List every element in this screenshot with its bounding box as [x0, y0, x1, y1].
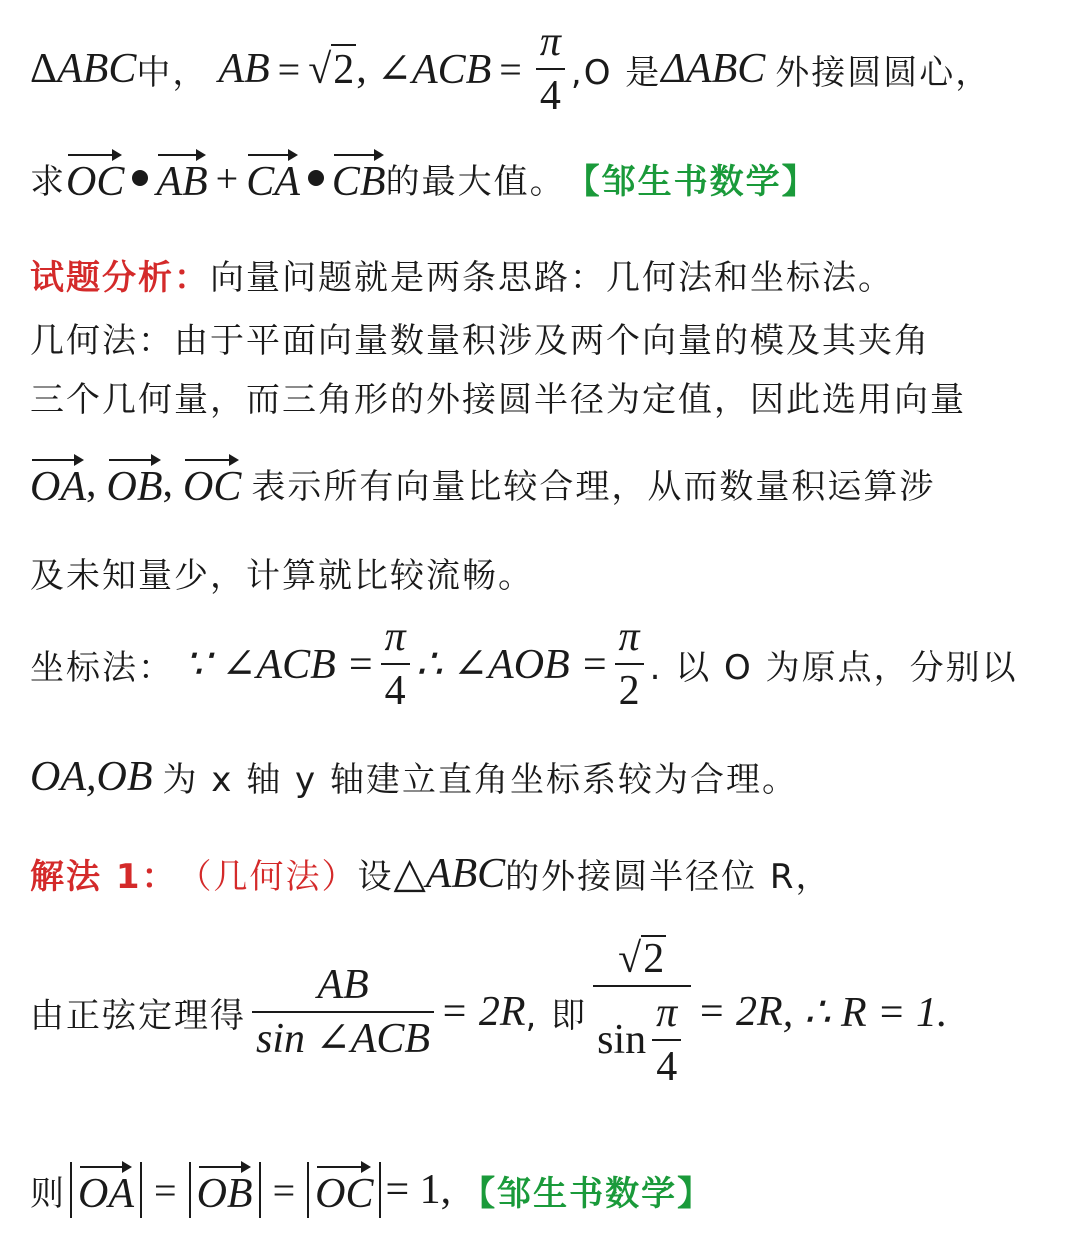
equals-sign: =: [277, 46, 301, 92]
fraction-pi-over-2: $\frac{\pi}{2}$: [615, 615, 644, 713]
norm-oa: OA: [70, 1162, 142, 1218]
solution-text-1: 的外接圆半径位 R，: [505, 856, 832, 897]
analysis-text-3: 三个几何量，而三角形的外接圆半径为定值，因此选用向量: [30, 380, 966, 420]
fraction-pi-over-4-b: $\frac{\pi}{4}$: [381, 615, 410, 713]
triangle-abc-2: ΔABC: [661, 46, 766, 93]
text-she: 设: [357, 856, 394, 897]
analysis-text-4: 表示所有向量比较合理，从而数量积运算涉: [251, 466, 936, 507]
text-qiu: 求: [30, 161, 66, 202]
solution-line-1: [30, 848, 832, 898]
analysis-line-5: [30, 548, 534, 597]
analysis-line-6: [30, 615, 1018, 713]
fraction-ab-over-sin: $\frac{AB}{\text{sin ∠ACB}}$: [252, 963, 434, 1061]
dot-operator-2: [308, 170, 324, 186]
vector-ab: AB: [156, 150, 207, 206]
text-zhong: 中，: [136, 52, 209, 93]
text-ji: , 即: [525, 995, 588, 1036]
fraction-sqrt2-over-sin: √ 2 sin $\frac{\pi}{4}$: [593, 935, 691, 1089]
analysis-line-3: [30, 372, 966, 421]
vector-oc: OC: [66, 150, 124, 206]
equals-one: = 1: [385, 1167, 441, 1213]
brand-tag: 【邹生书数学】: [565, 161, 818, 202]
analysis-text-1: 向量问题就是两条思路：几何法和坐标法。: [210, 258, 894, 298]
equals-2r-2: = 2R: [697, 989, 783, 1036]
analysis-line-1: [30, 250, 894, 299]
problem-line-1: Δ ABC 中， AB = √ 2 , ∠ACB = $\frac{\pi}{4}$ ,O 是 ΔABC 外接圆圆心，: [30, 19, 992, 120]
vector-cb: CB: [332, 150, 386, 206]
text-circumcenter: 外接圆圆心，: [775, 52, 992, 93]
vector-oc-2: OC: [183, 455, 241, 511]
analysis-text-5: 及未知量少，计算就比较流畅。: [30, 556, 534, 596]
vector-ca: CA: [246, 150, 300, 206]
r-equals-1: , ∴ R = 1.: [782, 990, 948, 1037]
analysis-line-7: [30, 752, 798, 801]
analysis-text-2: 几何法：由于平面向量数量积涉及两个向量的模及其夹角: [30, 321, 930, 361]
text-max-value: 的最大值。: [385, 161, 566, 202]
sqrt-two: √ 2: [308, 44, 356, 94]
triangle-abc: ABC: [57, 46, 137, 93]
text-o-is: ,O 是: [570, 52, 662, 93]
vector-ob: OB: [107, 455, 163, 511]
comma: ,: [356, 46, 367, 93]
coordinate-method-label: 坐标法：: [30, 647, 174, 688]
dot-operator: [132, 170, 148, 186]
norm-oc: OC: [307, 1162, 381, 1218]
solution-label: 解法 1：: [30, 856, 178, 897]
triangle-symbol: Δ: [30, 46, 58, 93]
solution-line-3: 则 OA = OB = OC = 1 , 【邹生书数学】: [30, 1162, 713, 1218]
angle-acb: ∠ACB: [376, 47, 492, 94]
norm-ob: OB: [189, 1162, 261, 1218]
segment-ab: AB: [218, 46, 270, 93]
solution-method: （几何法）: [177, 856, 358, 897]
analysis-text-7: 为 x 轴 y 轴建立直角坐标系较为合理。: [162, 760, 798, 800]
plus-sign: +: [215, 155, 239, 201]
analysis-line-2: [30, 313, 930, 362]
triangle-abc-3: △ABC: [393, 851, 506, 897]
problem-line-2: [30, 150, 818, 206]
origin-text: . 以 O 为原点，分别以: [649, 647, 1018, 688]
fraction-pi-over-4: $\frac{\pi}{4}$: [536, 20, 565, 118]
oa-ob-axes: OA,OB: [30, 753, 153, 800]
equals-2r: = 2R: [440, 989, 526, 1036]
solution-line-2: [30, 935, 947, 1089]
analysis-label: 试题分析：: [30, 258, 210, 298]
text-ze: 则: [30, 1173, 66, 1214]
sine-law-text: 由正弦定理得: [30, 995, 246, 1036]
vector-oa: OA: [30, 455, 86, 511]
brand-tag-2: 【邹生书数学】: [461, 1173, 714, 1214]
therefore-angle-aob: ∴ ∠AOB =: [415, 642, 609, 689]
because-angle-acb: ∵ ∠ACB =: [184, 642, 375, 689]
analysis-line-4: OA , OB , OC 表示所有向量比较合理，从而数量积运算涉: [30, 455, 935, 511]
